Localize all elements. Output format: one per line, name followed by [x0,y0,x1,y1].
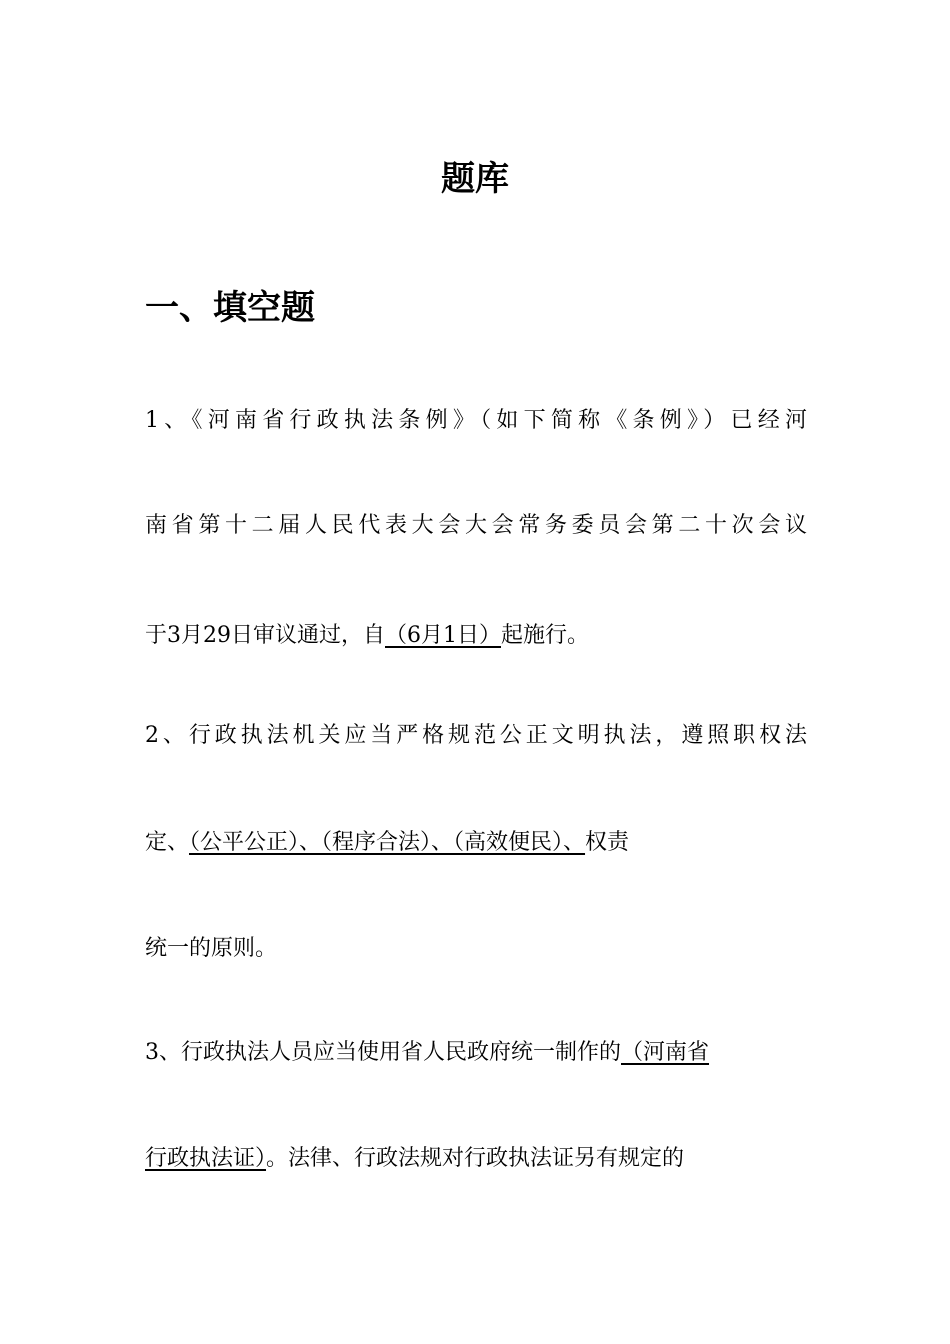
q3-answer-blank: （河南省 [621,1040,710,1065]
document-title: 题库 [441,159,509,199]
q1-text-end: 起施行。 [501,623,590,648]
q1-line-3 [145,619,807,653]
q3-line-1 [145,1036,807,1070]
q2-text-end: 权责 [585,830,630,855]
q3-text: 3、行政执法人员应当使用省人民政府统一制作的 [145,1040,621,1065]
q2-line-3: 统一的原则。 [145,936,278,961]
q1-line-1: 1、《河南省行政执法条例》（如下简称《条例》）已经河 [145,408,807,433]
q2-line-2 [145,826,807,860]
q1-answer-blank: （6月1日） [385,623,501,648]
q1-line-2: 南省第十二届人民代表大会大会常务委员会第二十次会议 [145,513,807,538]
q2-answer-blank: （公平公正）、（程序合法）、（高效便民）、 [189,830,586,855]
q3-answer-blank-cont: 行政执法证） [145,1146,267,1171]
q2-text: 定、 [145,830,190,855]
section-heading: 一、填空题 [145,288,315,328]
q3-line-2 [145,1142,807,1176]
q2-line-1: 2、行政执法机关应当严格规范公正文明执法，遵照职权法 [145,723,807,748]
q1-text: 于3月29日审议通过，自 [145,623,385,648]
q3-text-end: 。法律、行政法规对行政执法证另有规定的 [266,1146,685,1171]
